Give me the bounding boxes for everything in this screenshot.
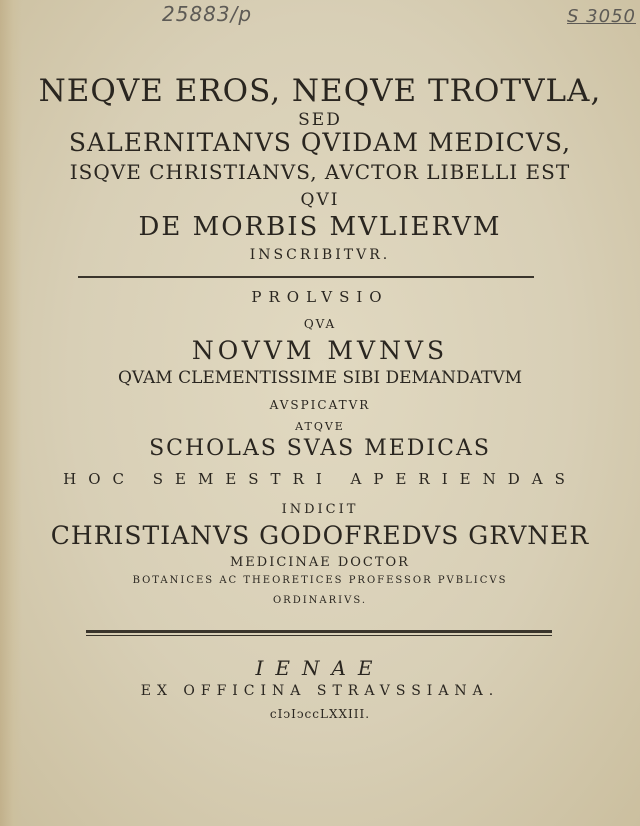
prolusio-line-7: SCHOLAS SVAS MEDICAS (149, 436, 491, 461)
manuscript-shelfmark-left: 25883/p (162, 2, 253, 26)
prolusio-line-8: HOC SEMESTRI APERIENDAS (63, 470, 577, 488)
title-line-1: NEQVE EROS, NEQVE TROTVLA, (38, 73, 602, 109)
author-name: CHRISTIANVS GODOFREDVS GRVNER (50, 521, 590, 550)
title-block (0, 73, 640, 109)
prolusio-line-6: ATQVE (295, 420, 345, 433)
prolusio-line-3: NOVVM MVNVS (191, 336, 449, 365)
prolusio-line-2: QVA (303, 317, 337, 331)
double-rule-top (86, 630, 552, 633)
imprint-place: IENAE (255, 656, 385, 680)
author-position-2: ORDINARIVS. (272, 595, 368, 606)
double-rule-bottom (86, 635, 552, 636)
manuscript-shelfmark-right: S 3050 (567, 6, 636, 27)
title-line-6: DE MORBIS MVLIERVM (138, 212, 502, 242)
prolusio-line-5: AVSPICATVR (269, 398, 371, 412)
divider-rule (78, 276, 534, 278)
author-title: MEDICINAE DOCTOR (230, 555, 410, 570)
title-line-3: SALERNITANVS QVIDAM MEDICVS, (68, 128, 572, 157)
title-line-2: SED (298, 110, 342, 130)
prolusio-heading: PROLVSIO (251, 288, 389, 306)
title-line-4: ISQVE CHRISTIANVS, AVCTOR LIBELLI EST (69, 160, 571, 184)
prolusio-line-9: INDICIT (281, 502, 359, 517)
imprint-printer: EX OFFICINA STRAVSSIANA. (140, 683, 500, 699)
author-position-1: BOTANICES AC THEORETICES PROFESSOR PVBLICVS (132, 575, 508, 586)
title-line-5: QVI (300, 190, 340, 210)
imprint-date: cIↄIↄccLXXIII. (269, 707, 371, 721)
title-line-7: INSCRIBITVR. (249, 247, 391, 263)
prolusio-line-4: QVAM CLEMENTISSIME SIBI DEMANDATVM (117, 368, 523, 388)
